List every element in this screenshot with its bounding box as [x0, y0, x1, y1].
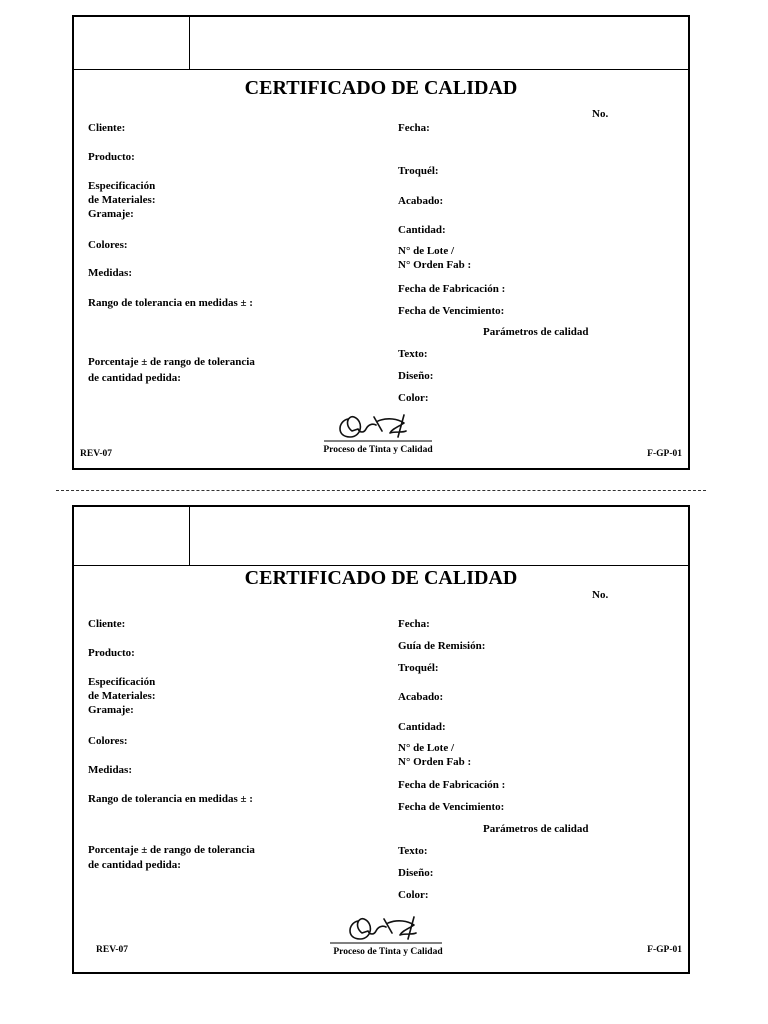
signature-icon [328, 909, 448, 949]
form-code: F-GP-01 [647, 945, 682, 955]
field-fecha-vencimiento: Fecha de Vencimiento: [398, 305, 505, 317]
field-gramaje: Gramaje: [88, 208, 134, 220]
field-especificacion [88, 179, 156, 221]
signature-icon [318, 407, 438, 447]
certificate-bottom [72, 505, 690, 974]
field-porcentaje-line-1: Porcentaje ± de rango de tolerancia [88, 356, 255, 368]
field-colores: Colores: [88, 735, 128, 747]
revision-code: REV-07 [96, 945, 129, 955]
field-lote-line-1: N° de Lote / [398, 742, 455, 754]
field-fecha: Fecha: [398, 122, 430, 134]
field-lote-line-2: N° Orden Fab : [398, 259, 472, 271]
field-color: Color: [398, 889, 429, 901]
field-especificacion [88, 675, 156, 717]
field-cliente: Cliente: [88, 618, 126, 630]
logo-box [74, 507, 190, 565]
parametros-heading: Parámetros de calidad [483, 823, 589, 835]
field-especificacion-line-1: Especificación [88, 676, 156, 688]
field-lote [398, 741, 471, 769]
field-porcentaje-line-2: de cantidad pedida: [88, 372, 181, 384]
signature-caption: Proceso de Tinta y Calidad [323, 445, 433, 455]
form-code: F-GP-01 [647, 449, 682, 459]
field-colores: Colores: [88, 239, 128, 251]
field-texto: Texto: [398, 845, 428, 857]
field-guia-remision: Guía de Remisión: [398, 640, 486, 652]
field-acabado: Acabado: [398, 691, 444, 703]
field-cantidad: Cantidad: [398, 224, 446, 236]
signature-block [328, 909, 448, 959]
field-porcentaje [88, 354, 255, 386]
field-diseno: Diseño: [398, 370, 434, 382]
field-porcentaje-line-1: Porcentaje ± de rango de tolerancia [88, 844, 255, 856]
field-cantidad: Cantidad: [398, 721, 446, 733]
field-lote-line-2: N° Orden Fab : [398, 756, 472, 768]
field-color: Color: [398, 392, 429, 404]
field-fecha-fabricacion: Fecha de Fabricación : [398, 779, 506, 791]
number-label: No. [592, 589, 609, 601]
field-lote [398, 244, 471, 272]
field-fecha-vencimiento: Fecha de Vencimiento: [398, 801, 505, 813]
field-especificacion-line-2: de Materiales: [88, 690, 156, 702]
revision-code: REV-07 [80, 449, 113, 459]
certificate-title: CERTIFICADO DE CALIDAD [244, 567, 518, 589]
field-texto: Texto: [398, 348, 428, 360]
field-gramaje: Gramaje: [88, 704, 134, 716]
field-porcentaje [88, 843, 255, 873]
cut-line [56, 490, 706, 491]
field-especificacion-line-1: Especificación [88, 180, 156, 192]
field-cliente: Cliente: [88, 122, 126, 134]
number-label: No. [592, 108, 609, 120]
field-fecha-fabricacion: Fecha de Fabricación : [398, 283, 506, 295]
field-lote-line-1: N° de Lote / [398, 245, 455, 257]
field-diseno: Diseño: [398, 867, 434, 879]
field-especificacion-line-2: de Materiales: [88, 194, 156, 206]
header-strip [74, 17, 688, 70]
field-rango-tolerancia: Rango de tolerancia en medidas ± : [88, 793, 253, 805]
signature-caption: Proceso de Tinta y Calidad [333, 947, 443, 957]
field-producto: Producto: [88, 647, 135, 659]
field-medidas: Medidas: [88, 267, 132, 279]
logo-box [74, 17, 190, 69]
certificate-title: CERTIFICADO DE CALIDAD [244, 77, 518, 99]
field-medidas: Medidas: [88, 764, 132, 776]
signature-block [318, 407, 438, 457]
field-troquel: Troquél: [398, 165, 439, 177]
field-fecha: Fecha: [398, 618, 430, 630]
certificate-top [72, 15, 690, 470]
field-porcentaje-line-2: de cantidad pedida: [88, 859, 181, 871]
header-strip [74, 507, 688, 566]
field-acabado: Acabado: [398, 195, 444, 207]
parametros-heading: Parámetros de calidad [483, 326, 589, 338]
field-producto: Producto: [88, 151, 135, 163]
field-troquel: Troquél: [398, 662, 439, 674]
field-rango-tolerancia: Rango de tolerancia en medidas ± : [88, 297, 253, 309]
